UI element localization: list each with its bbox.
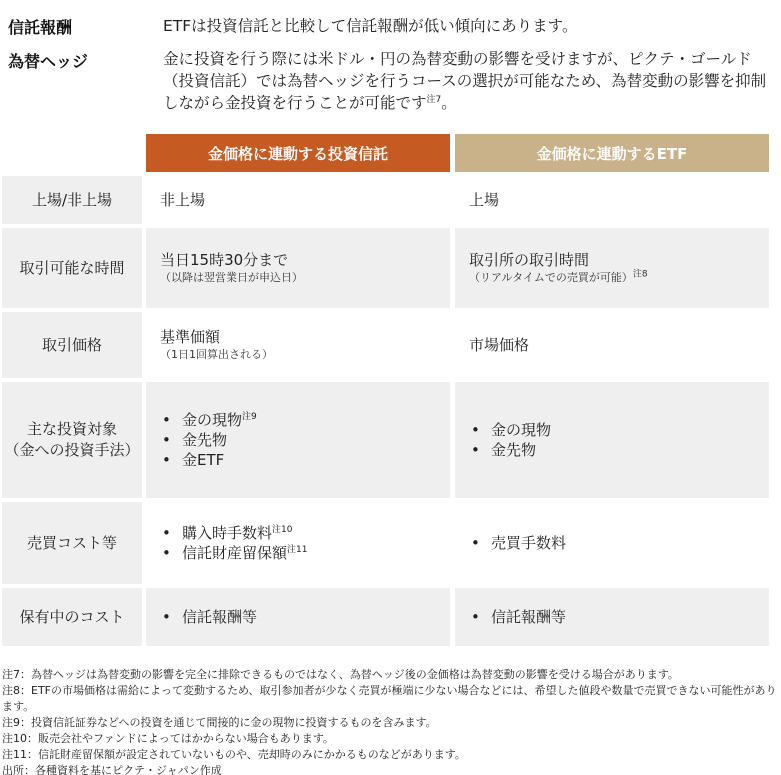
footnote: 注8：ETFの市場価格は需給によって変動するため、取引参加者が少なく売買が極端に少ない場合などには、希望した値段や数量で売買できない可能性があります。 (2, 684, 777, 713)
row-label-line1: 主な投資対象 (26, 420, 117, 438)
bullet-list (469, 420, 769, 460)
term-desc-fx-hedge-text: 金に投資を行う際には米ドル・円の為替変動の影響を受けますが、ピクテ・ゴールド（投資信託）では為替ヘッジを行うコースの選択が可能なため、為替変動の影響を抑制しながら金投資を行うことが可能です (163, 50, 767, 112)
cell-value: 基準価額 (160, 328, 221, 346)
term-desc-fx-hedge (163, 48, 769, 114)
cell-investment-trust (146, 312, 450, 378)
list-item (160, 607, 450, 627)
row-label: 売買コスト等 (2, 502, 142, 584)
cell-investment-trust (146, 176, 450, 224)
table-row-listing (0, 176, 781, 224)
footnote: 注10：販売会社やファンドによってはかからない場合もあります。 (2, 732, 334, 745)
bullet-list (160, 410, 450, 470)
cell-value: 上場 (469, 191, 500, 209)
bullet-list (160, 523, 450, 563)
table-row-holding-cost (0, 588, 781, 646)
cell-value: 非上場 (160, 191, 206, 209)
list-item (160, 523, 450, 543)
header-etf: 金価格に連動するETF (455, 134, 769, 172)
cell-subnote-text: （リアルタイムでの売買が可能） (469, 271, 633, 284)
cell-etf (455, 176, 769, 224)
list-item (160, 543, 450, 563)
list-item (469, 420, 769, 440)
footnote: 注7：為替ヘッジは為替変動の影響を完全に排除できるものではなく、為替ヘッジ後の金価格は為替変動の影響を受ける場合があります。 (2, 668, 679, 681)
cell-subnote: （以降は翌営業日が申込日） (160, 271, 303, 284)
list-item-text: 金先物 (182, 431, 228, 449)
row-label-line2: （金への投資手法） (4, 441, 140, 459)
list-item-text: 金先物 (491, 441, 537, 459)
cell-etf (455, 588, 769, 646)
list-item (160, 430, 450, 450)
list-item-text: 金の現物 (491, 421, 552, 439)
note-ref-10: 注10 (272, 525, 293, 535)
note-ref-9: 注9 (242, 412, 257, 422)
footnote: 注9：投資信託証券などへの投資を通じて間接的に金の現物に投資するものを含みます。 (2, 716, 437, 729)
list-item (469, 440, 769, 460)
list-item-text: 信託財産留保額 (182, 544, 288, 562)
cell-value: 取引所の取引時間 (469, 251, 590, 269)
list-item (160, 410, 450, 430)
table-row-investment-target (0, 382, 781, 498)
cell-etf (455, 502, 769, 584)
cell-investment-trust (146, 228, 450, 308)
list-item-text: 購入時手数料 (182, 524, 273, 542)
term-label-trust-fee: 信託報酬 (8, 18, 73, 37)
list-item-text: 信託報酬等 (182, 608, 258, 626)
list-item-text: 売買手数料 (491, 534, 567, 552)
table-row-trading-cost (0, 502, 781, 584)
cell-etf (455, 228, 769, 308)
footnotes (2, 667, 777, 775)
list-item-text: 信託報酬等 (491, 608, 567, 626)
cell-investment-trust (146, 588, 450, 646)
term-desc-fx-hedge-tail: 。 (441, 94, 457, 112)
row-label: 取引可能な時間 (2, 228, 142, 308)
list-item (160, 450, 450, 470)
header-investment-trust: 金価格に連動する投資信託 (146, 134, 450, 172)
term-desc-trust-fee: ETFは投資信託と比較して信託報酬が低い傾向にあります。 (163, 17, 578, 35)
row-label: 上場/非上場 (2, 176, 142, 224)
term-label-fx-hedge: 為替ヘッジ (8, 52, 89, 71)
cell-subnote: （1日1回算出される） (160, 348, 273, 361)
footnote: 注11：信託財産留保額が設定されていないものや、売却時のみにかかるものなどがあります。 (2, 748, 466, 761)
table-row-trade-price (0, 312, 781, 378)
cell-value: 市場価格 (469, 336, 530, 354)
bullet-list (160, 607, 450, 627)
cell-subnote (469, 270, 769, 286)
cell-investment-trust (146, 502, 450, 584)
table-row-trading-hours (0, 228, 781, 308)
list-item-text: 金ETF (182, 451, 225, 469)
list-item-text: 金の現物 (182, 411, 243, 429)
cell-value: 当日15時30分まで (160, 251, 289, 269)
row-label (2, 382, 142, 498)
row-label: 保有中のコスト (2, 588, 142, 646)
cell-etf (455, 312, 769, 378)
list-item (469, 607, 769, 627)
source-note: 出所：各種資料を基にピクテ・ジャパン作成 (2, 764, 222, 775)
note-ref-11: 注11 (287, 545, 308, 555)
bullet-list (469, 607, 769, 627)
note-ref-7: 注7 (426, 94, 442, 105)
bullet-list (469, 533, 769, 553)
cell-investment-trust (146, 382, 450, 498)
row-label: 取引価格 (2, 312, 142, 378)
note-ref-8: 注8 (632, 269, 648, 280)
cell-etf (455, 382, 769, 498)
list-item (469, 533, 769, 553)
